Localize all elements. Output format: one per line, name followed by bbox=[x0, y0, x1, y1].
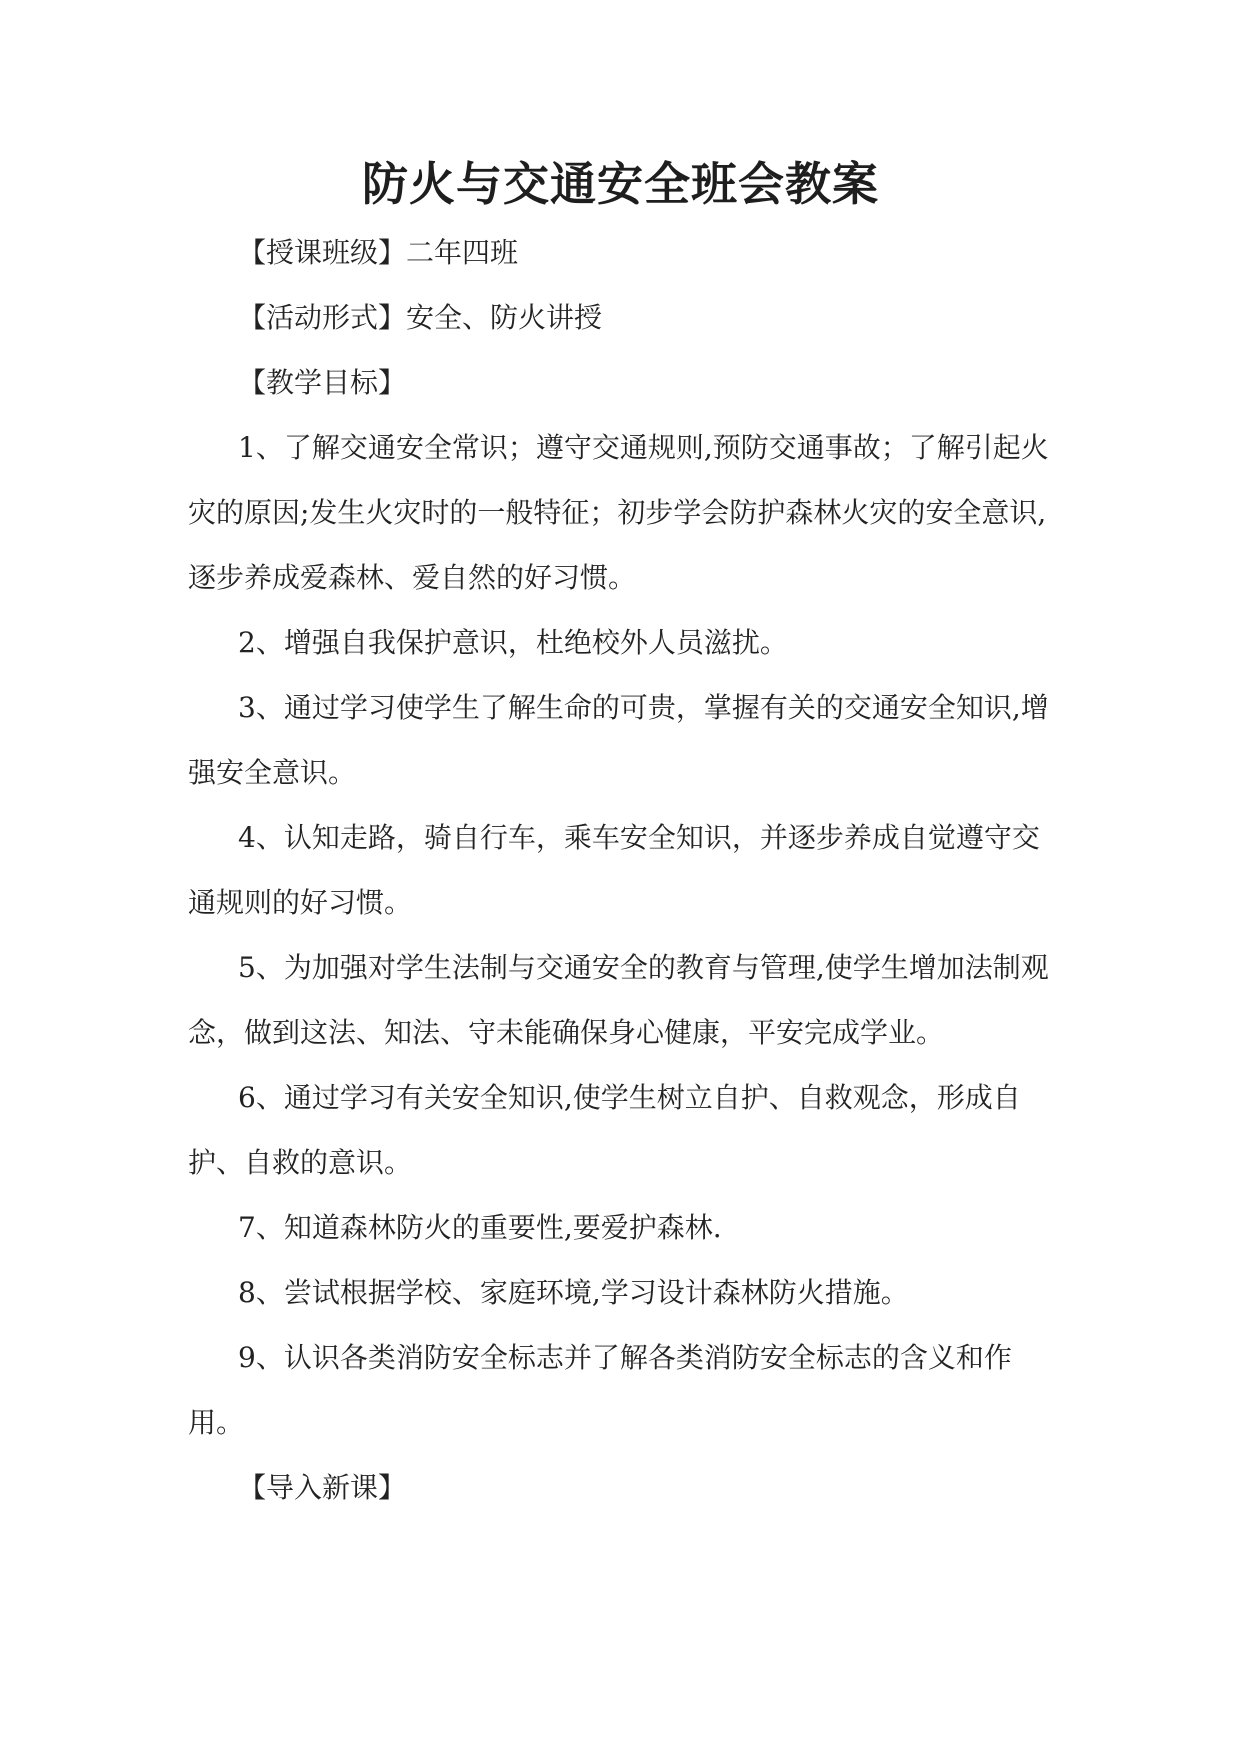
goal-item-3: 3、通过学习使学生了解生命的可贵，掌握有关的交通安全知识,增强安全意识。 bbox=[188, 691, 1049, 789]
goal-item-7: 7、知道森林防火的重要性,要爱护森林. bbox=[238, 1211, 722, 1244]
goal-item-8: 8、尝试根据学校、家庭环境,学习设计森林防火措施。 bbox=[238, 1276, 909, 1309]
document-title: 防火与交通安全班会教案 bbox=[362, 157, 879, 211]
new-lesson-heading: 【导入新课】 bbox=[238, 1471, 407, 1504]
goal-item-1: 1、了解交通安全常识；遵守交通规则,预防交通事故；了解引起火灾的原因;发生火灾时的一般特征；初步学会防护森林火灾的安全意识,逐步养成爱森林、爱自然的好习惯。 bbox=[188, 431, 1049, 594]
teaching-goals-heading: 【教学目标】 bbox=[238, 366, 407, 399]
document-body bbox=[188, 220, 1058, 1520]
goal-item-5: 5、为加强对学生法制与交通安全的教育与管理,使学生增加法制观念，做到这法、知法、守未能确保身心健康，平安完成学业。 bbox=[188, 951, 1049, 1049]
goal-item-6: 6、通过学习有关安全知识,使学生树立自护、自救观念，形成自护、自救的意识。 bbox=[188, 1081, 1021, 1179]
goal-item-4: 4、认知走路，骑自行车，乘车安全知识，并逐步养成自觉遵守交通规则的好习惯。 bbox=[188, 821, 1040, 919]
class-info-line: 【授课班级】二年四班 bbox=[238, 236, 519, 269]
goal-item-2: 2、增强自我保护意识，杜绝校外人员滋扰。 bbox=[238, 626, 788, 659]
goal-item-9: 9、认识各类消防安全标志并了解各类消防安全标志的含义和作用。 bbox=[188, 1341, 1012, 1439]
activity-form-line: 【活动形式】安全、防火讲授 bbox=[238, 301, 603, 334]
